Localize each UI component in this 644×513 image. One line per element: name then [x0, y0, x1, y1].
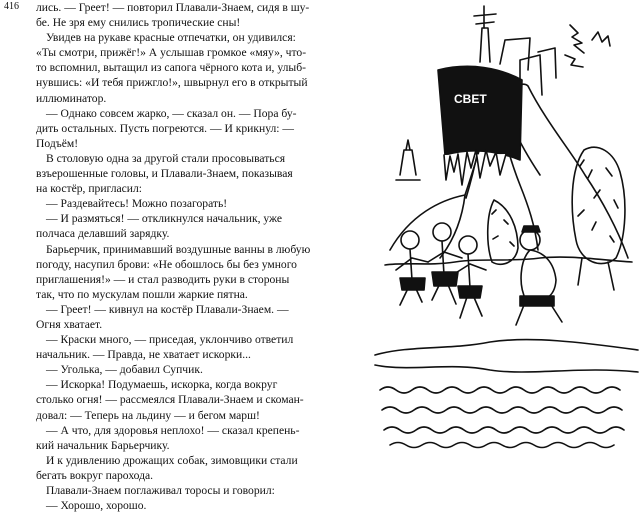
text-line: Увидев на рукаве красные отпечатки, он удивился: [46, 31, 296, 45]
text-line: — Краски много, — приседая, уклончиво ответил [46, 333, 294, 347]
text-line: дить остальных. Пусть погреются. — И крикнул: — [36, 121, 294, 135]
runner-4 [516, 226, 562, 325]
leafy-figure [488, 200, 518, 264]
text-line: бегать вокруг парохода. [36, 468, 154, 482]
ice-crystals [565, 25, 610, 67]
text-line: — Однако совсем жарко, — сказал он. — Пора бу- [46, 106, 297, 120]
text-line: нувшись: «И тебя прижгло!», швырнул его в открытый [36, 76, 308, 90]
text-line: Подъём! [36, 136, 79, 150]
text-line: — Хорошо, хорошо. [46, 499, 147, 513]
text-line: погоду, насупил брови: «Не обошлось бы без умного [36, 257, 297, 271]
text-column [36, 0, 366, 513]
runner-1 [396, 231, 428, 305]
text-line: «Ты смотри, прижёг!» А услышав громкое «мяу», что- [36, 46, 307, 60]
text-line: — Раздевайтесь! Можно позагорать! [46, 197, 228, 211]
text-line: — А что, для здоровья неплохо! — сказал крепень- [46, 423, 300, 437]
text-line: взъерошенные головы, и Плавали-Знаем, показывая [36, 167, 293, 181]
text-line: Барьерчик, принимавший воздушные ванны в любую [46, 242, 311, 256]
text-line: — Искорка! Подумаешь, искорка, когда вокруг [46, 378, 278, 392]
text-line: довал: — Теперь на льдину — и бегом марш! [36, 408, 260, 422]
ship-name: СВЕТ [454, 92, 487, 106]
text-line: то вспомнил, вытащил из сапога чёрного кота и, улыб- [36, 61, 306, 75]
text-line: приглашения!» — и стал разводить руки в стороны [36, 272, 290, 286]
text-line: иллюминатор. [36, 91, 107, 105]
text-line: — Уголька, — добавил Супчик. [46, 363, 203, 377]
text-line: Огня хватает. [36, 317, 103, 331]
water [375, 340, 638, 448]
illustration [370, 0, 644, 455]
ship [438, 6, 556, 160]
text-line: лись. — Греет! — повторил Плавали-Знаем, сидя в шу- [36, 1, 310, 14]
page-number: 416 [4, 1, 19, 12]
illustration-drawing [370, 0, 644, 455]
text-line: — Греет! — кивнул на костёр Плавали-Знаем. — [46, 302, 289, 316]
text-line: В столовую одна за другой стали просовываться [46, 151, 286, 165]
text-line: бе. Не зря ему снились тропические сны! [36, 16, 241, 30]
text-line: так, что по мускулам пошли жаркие пятна. [36, 287, 248, 301]
tower [396, 140, 420, 180]
runner-3 [454, 236, 486, 318]
text-line: начальник. — Правда, не хватает искорки... [36, 348, 251, 362]
text-line: полчаса делавший зарядку. [36, 227, 170, 241]
text-line: Плавали-Знаем поглаживал торосы и говорил: [46, 484, 275, 497]
text-line: на костёр, пригласил: [36, 182, 142, 196]
text-line: кий начальник Барьерчику. [36, 438, 170, 452]
text-line: — И размяться! — откликнулся начальник, уже [46, 212, 283, 226]
text-line: столько огня! — рассмеялся Плавали-Знаем и скоман- [36, 393, 304, 407]
text-line: И к удивлению дрожащих собак, зимовщики стали [46, 453, 298, 467]
